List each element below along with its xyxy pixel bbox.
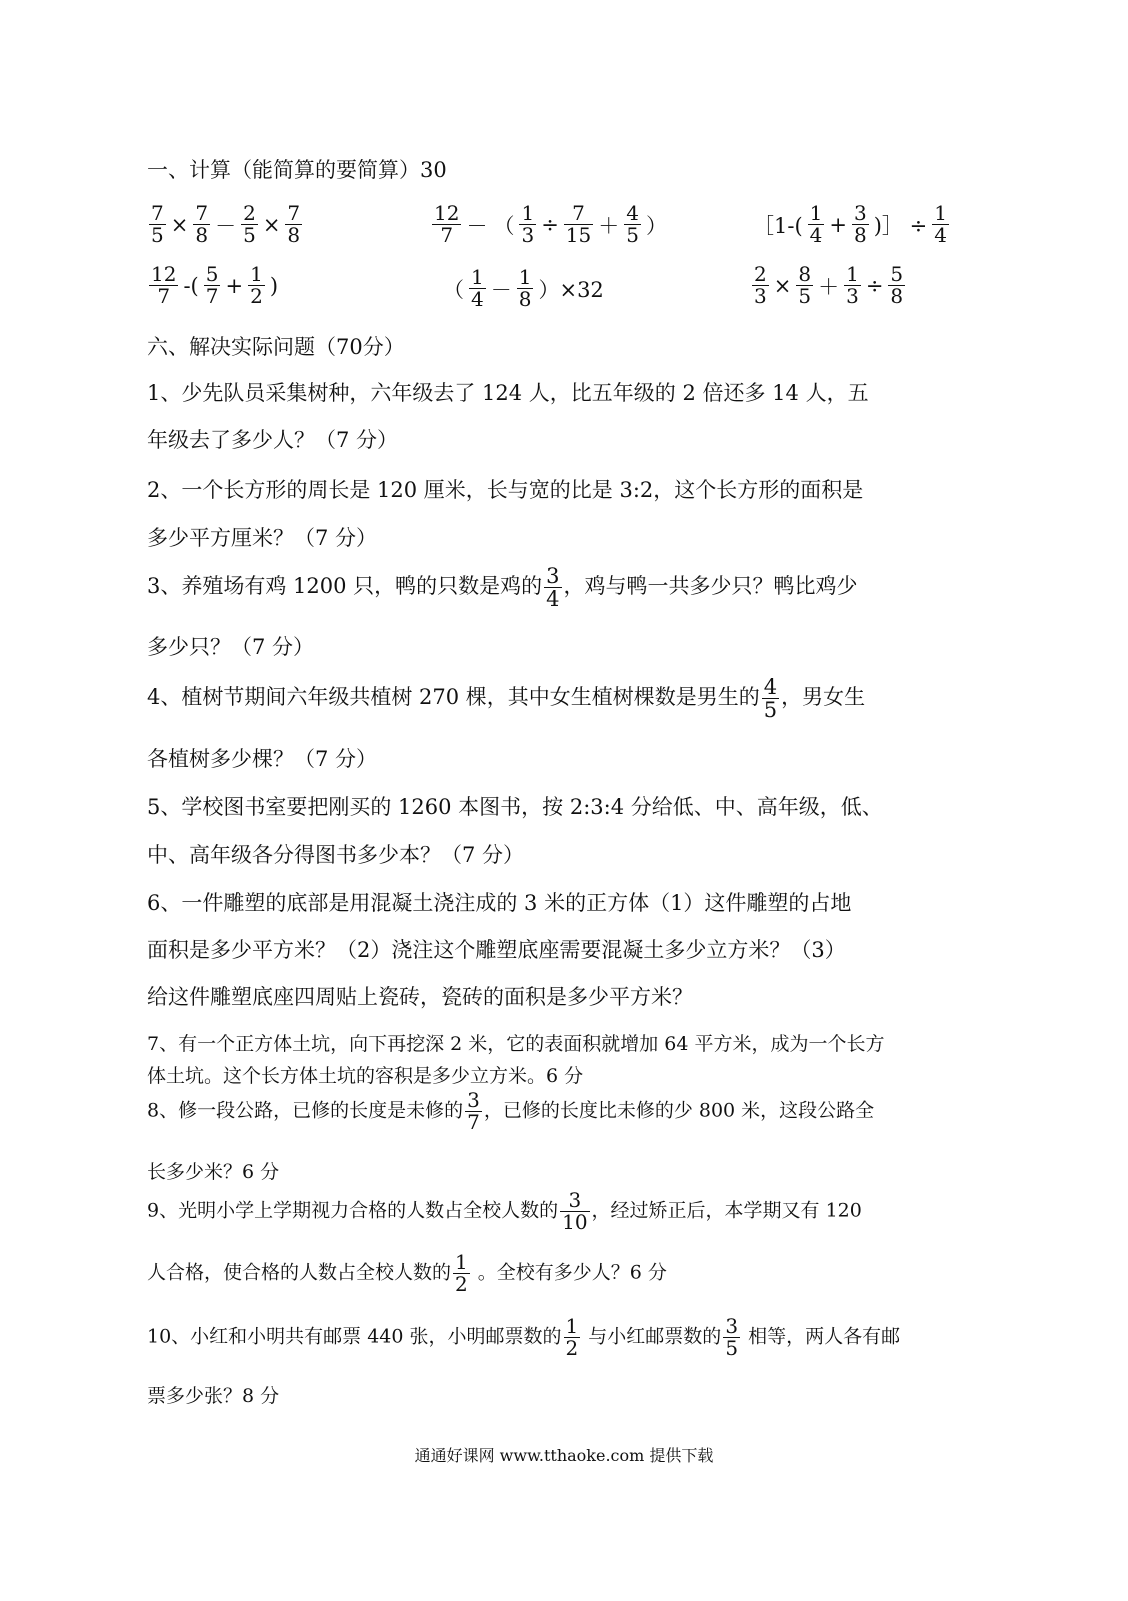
question-2-line-1: 2、一个长方形的周长是 120 厘米，长与宽的比是 3:2，这个长方形的面积是 <box>147 478 864 502</box>
question-3-line-1: 3、养殖场有鸡 1200 只，鸭的只数是鸡的 $\frac{3}{4}$ ，鸡与鸭一共多少只？鸭比鸡少 <box>147 564 858 612</box>
calc-expression-1: $\frac{7}{5}$ × $\frac{7}{8}$ － $\frac{2}{5}$ × $\frac{7}{8}$ <box>151 201 301 247</box>
section1-title: 一、计算（能简算的要简算）30 <box>147 158 447 182</box>
question-5-line-1: 5、学校图书室要把刚买的 1260 本图书，按 2:3:4 分给低、中、高年级，低、 <box>147 795 883 819</box>
question-10-line-1: 10、小红和小明共有邮票 440 张，小明邮票数的 $\frac{1}{2}$ 与小红邮票数的 $\frac{3}{5}$ 相等，两人各有邮 <box>147 1314 901 1360</box>
question-7-line-2: 体土坑。这个长方体土坑的容积是多少立方米。6 分 <box>147 1065 584 1087</box>
section6-title: 六、解决实际问题（70分） <box>147 335 405 359</box>
footer-watermark: 通通好课网 www.tthaoke.com 提供下载 <box>414 1446 714 1465</box>
calc-expression-4: $\frac{12}{7}$ -( $\frac{5}{7}$ + $\frac{1}{2}$ ) <box>151 262 279 308</box>
question-9-line-1: 9、光明小学上学期视力合格的人数占全校人数的 $\frac{3}{10}$ ，经过矫正后，本学期又有 120 <box>147 1188 862 1234</box>
question-8-line-2: 长多少米？6 分 <box>147 1161 280 1183</box>
question-2-line-2: 多少平方厘米？（7 分） <box>147 526 378 550</box>
calc-expression-3: ［1-( $\frac{1}{4}$ + $\frac{3}{8}$ )］ ÷ $\frac{1}{4}$ <box>753 201 947 247</box>
question-1-line-2: 年级去了多少人？（7 分） <box>147 428 399 452</box>
question-4-line-1: 4、植树节期间六年级共植树 270 棵，其中女生植树棵数是男生的 $\frac{4}{5}$ ，男女生 <box>147 675 866 723</box>
calc-expression-5: （ $\frac{1}{4}$ － $\frac{1}{8}$ ）×32 <box>443 265 604 311</box>
question-8-line-1: 8、修一段公路，已修的长度是未修的 $\frac{3}{7}$ ，已修的长度比未修的少 800 米，这段公路全 <box>147 1088 875 1134</box>
question-4-line-2: 各植树多少棵？（7 分） <box>147 747 378 771</box>
question-5-line-2: 中、高年级各分得图书多少本？（7 分） <box>147 843 525 867</box>
calc-expression-2: $\frac{12}{7}$ － （ $\frac{1}{3}$ ÷ $\frac{7}{15}$ ＋ $\frac{4}{5}$ ） <box>434 201 667 247</box>
calc-expression-6: $\frac{2}{3}$ × $\frac{8}{5}$ ＋ $\frac{1}{3}$ ÷ $\frac{5}{8}$ <box>754 262 904 308</box>
question-6-line-3: 给这件雕塑底座四周贴上瓷砖，瓷砖的面积是多少平方米？ <box>147 985 693 1009</box>
question-6-line-2: 面积是多少平方米？（2）浇注这个雕塑底座需要混凝土多少立方米？（3） <box>147 938 846 962</box>
question-3-line-2: 多少只？（7 分） <box>147 635 315 659</box>
question-1-line-1: 1、少先队员采集树种，六年级去了 124 人，比五年级的 2 倍还多 14 人，五 <box>147 381 869 405</box>
question-7-line-1: 7、有一个正方体土坑，向下再挖深 2 米，它的表面积就增加 64 平方米，成为一个长方 <box>147 1033 885 1055</box>
question-10-line-2: 票多少张？8 分 <box>147 1385 280 1407</box>
question-6-line-1: 6、一件雕塑的底部是用混凝土浇注成的 3 米的正方体（1）这件雕塑的占地 <box>147 891 852 915</box>
question-9-line-2: 人合格，使合格的人数占全校人数的 $\frac{1}{2}$ 。全校有多少人？6 分 <box>147 1250 667 1296</box>
